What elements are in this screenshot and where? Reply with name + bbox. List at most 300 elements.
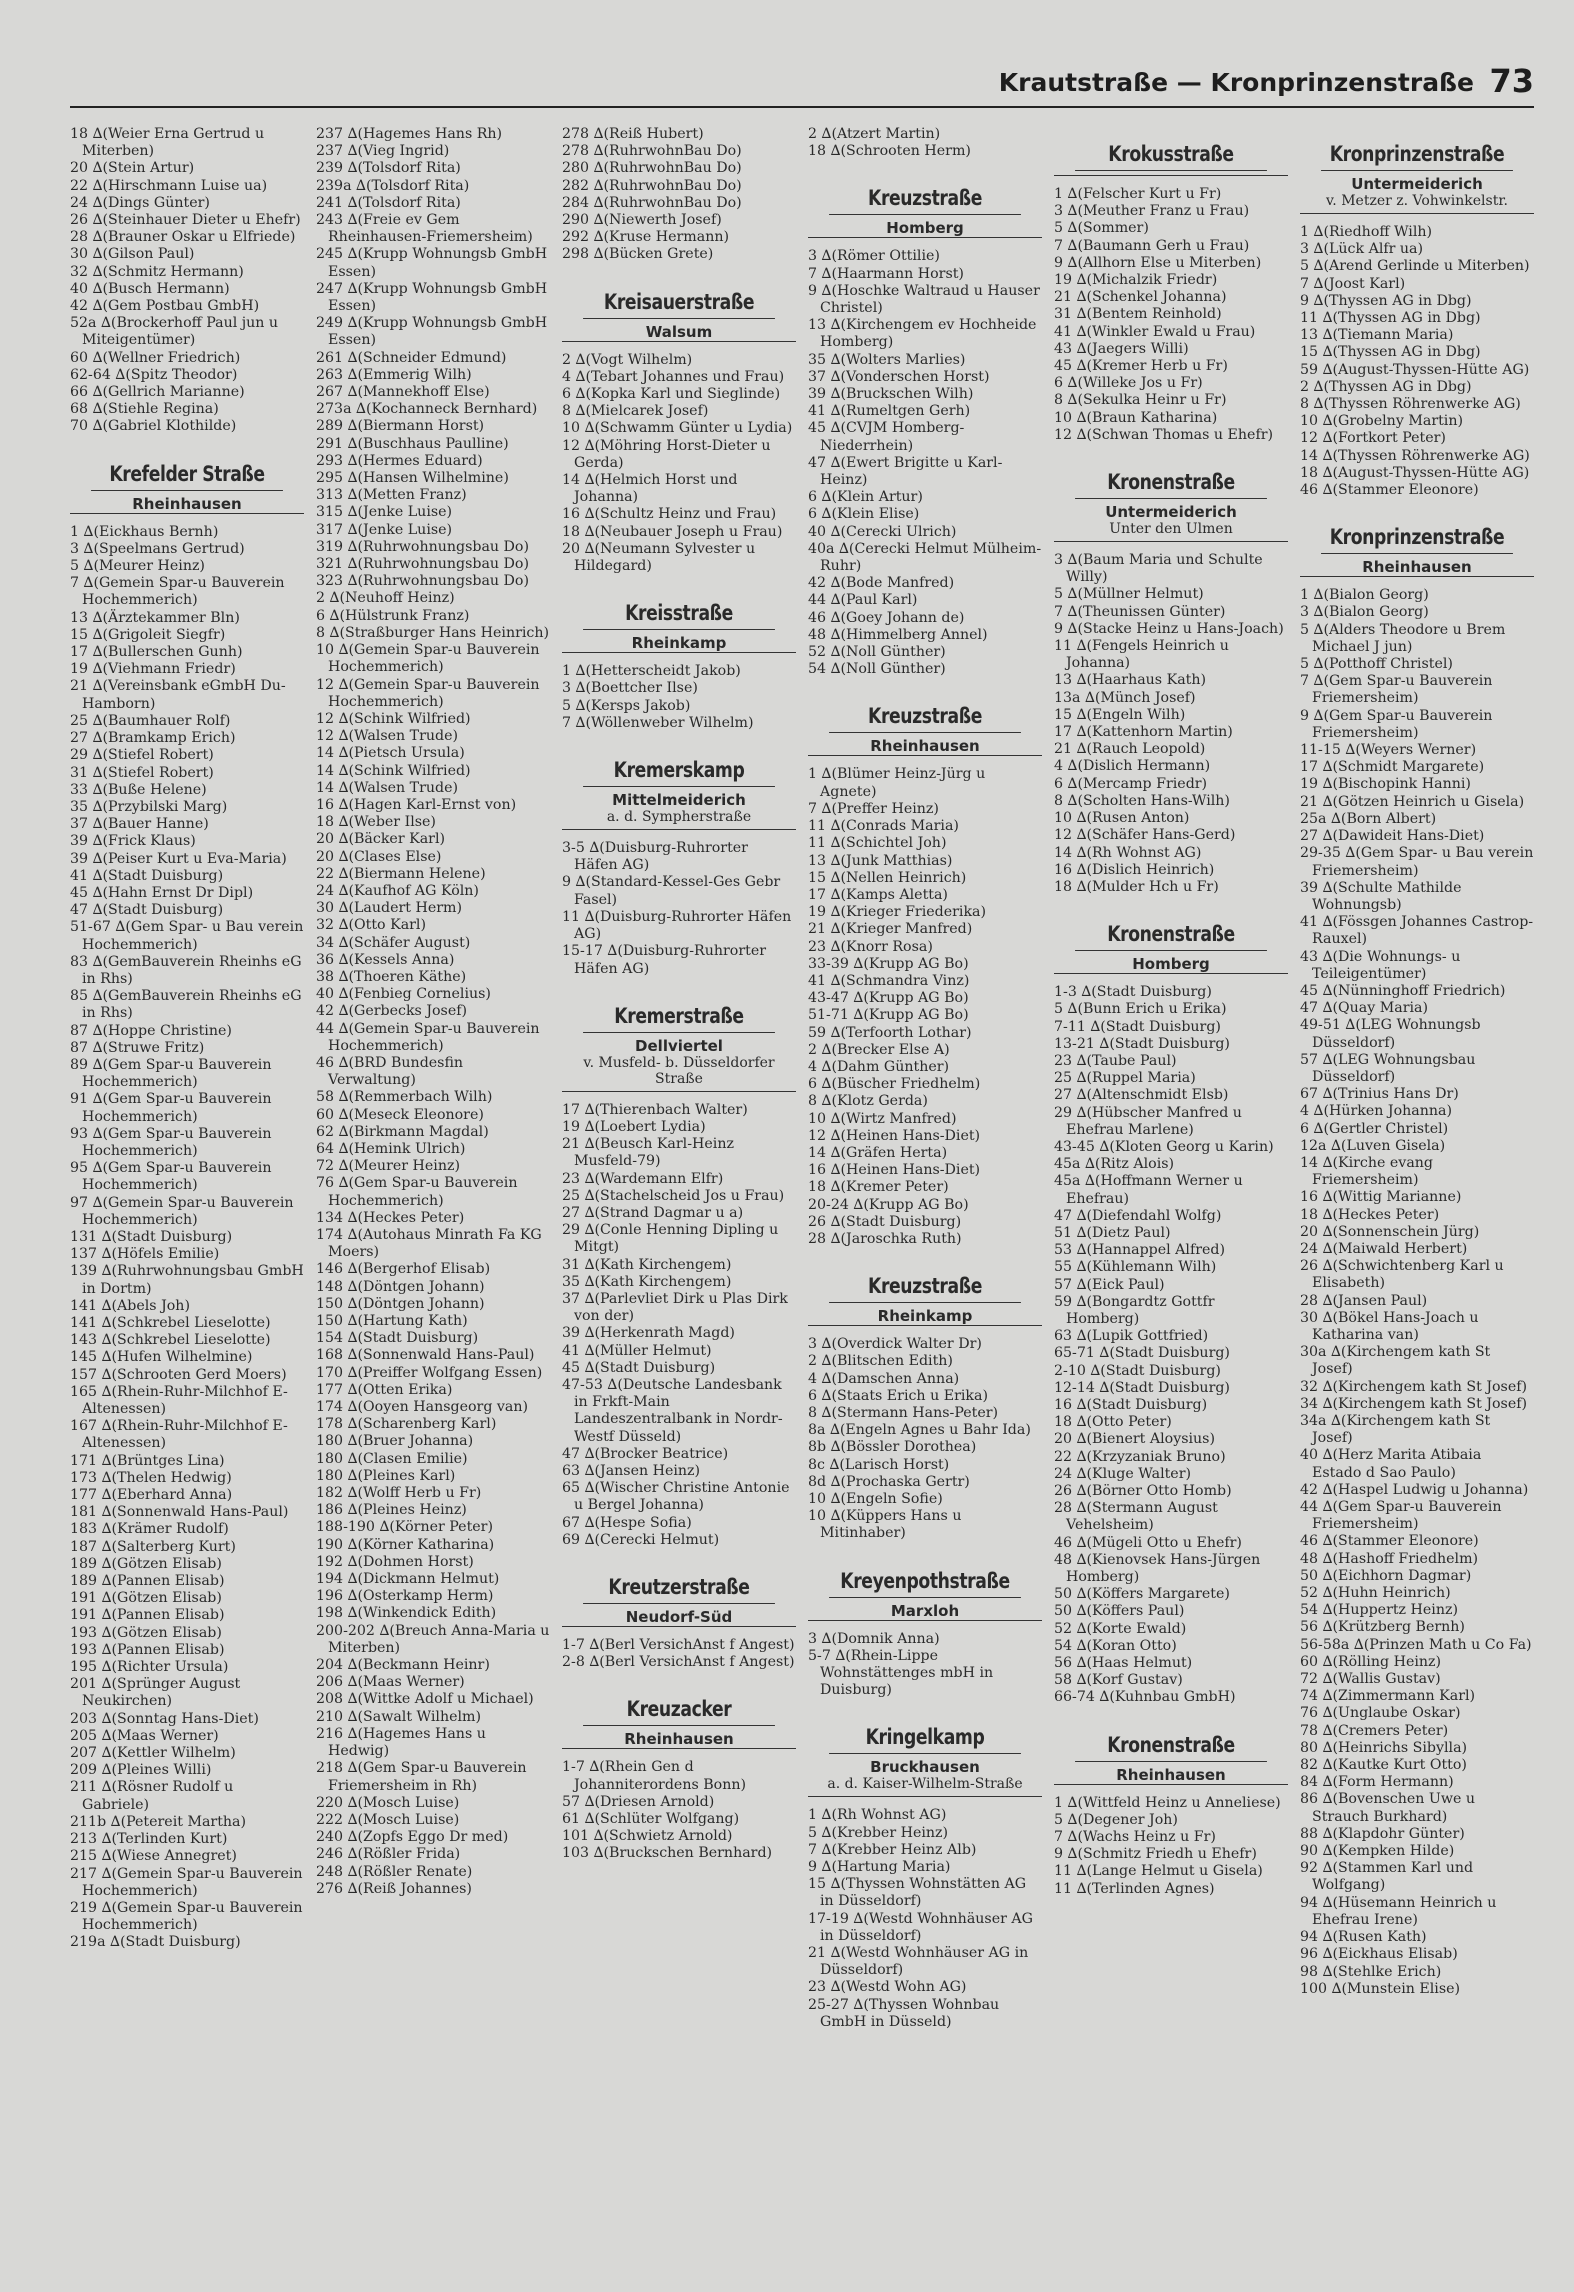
resident-entry: 7 ∆(Gemein Spar-u Bauverein Hochemmerich) — [70, 575, 285, 609]
resident-entry: 82 ∆(Kautke Kurt Otto) — [1300, 1757, 1467, 1774]
divider — [1300, 213, 1534, 214]
resident-entry: 30 ∆(Bökel Hans-Joach u Katharina van) — [1300, 1309, 1479, 1343]
resident-entry: 188-190 ∆(Körner Peter) — [316, 1519, 493, 1536]
resident-entry: 47-53 ∆(Deutsche Landesbank in Frkft-Main Landeszentralbank in Nordr-Westf Düsseld) — [562, 1376, 783, 1445]
resident-entry: 273a ∆(Kochanneck Bernhard) — [316, 401, 538, 418]
resident-entry: 323 ∆(Ruhrwohnungsbau Do) — [316, 573, 530, 590]
resident-entry: 22 ∆(Hirschmann Luise ua) — [70, 177, 268, 194]
resident-entry: 291 ∆(Buschhaus Paulline) — [316, 435, 509, 452]
street-section: Unter den Ulmen — [1109, 521, 1233, 538]
resident-entry: 45 ∆(Stadt Duisburg) — [562, 1359, 716, 1376]
resident-entry: 27 ∆(Dawideit Hans-Diet) — [1300, 828, 1485, 845]
resident-entry: 2 ∆(Brecker Else A) — [808, 1041, 950, 1058]
spacer — [1054, 444, 1288, 454]
resident-entry: 43 ∆(Jaegers Willi) — [1054, 340, 1189, 357]
resident-entry: 83 ∆(GemBauverein Rheinhs eG in Rhs) — [70, 953, 302, 987]
resident-entry: 204 ∆(Beckmann Heinr) — [316, 1657, 490, 1674]
resident-entry: 182 ∆(Wolff Herb u Fr) — [316, 1485, 482, 1502]
resident-entry: 6 ∆(Hülstrunk Franz) — [316, 607, 470, 624]
resident-entry: 46 ∆(Mügeli Otto u Ehefr) — [1054, 1534, 1242, 1551]
resident-entry: 20 ∆(Bienert Aloysius) — [1054, 1431, 1216, 1448]
resident-entry: 7 ∆(Baumann Gerh u Frau) — [1054, 237, 1250, 254]
district-name: Neudorf-Süd — [625, 1607, 733, 1626]
resident-entry: 150 ∆(Hartung Kath) — [316, 1313, 468, 1330]
resident-entry: 59 ∆(August-Thyssen-Hütte AG) — [1300, 361, 1530, 378]
district-name: Dellviertel — [635, 1036, 723, 1055]
resident-entry: 35 ∆(Przybilski Marg) — [70, 798, 228, 815]
resident-entry: 237 ∆(Vieg Ingrid) — [316, 143, 450, 160]
resident-entry: 46 ∆(Stammer Eleonore) — [1300, 482, 1479, 499]
resident-entry: 37 ∆(Vonderschen Horst) — [808, 368, 990, 385]
street-heading — [1300, 142, 1534, 214]
resident-entry: 52 ∆(Noll Günther) — [808, 644, 946, 661]
resident-entry: 80 ∆(Heinrichs Sibylla) — [1300, 1739, 1468, 1756]
resident-entry: 47 ∆(Ewert Brigitte u Karl-Heinz) — [808, 454, 1003, 489]
resident-entry: 14 ∆(Helmich Horst und Johanna) — [562, 472, 738, 506]
directory-column — [808, 126, 1042, 2276]
resident-entry: 16 ∆(Schultz Heinz und Frau) — [562, 506, 777, 523]
resident-entry: 8 ∆(Mielcarek Josef) — [562, 403, 709, 420]
resident-entry: 30a ∆(Kirchengem kath St Josef) — [1300, 1344, 1491, 1378]
district-name: Mittelmeiderich — [612, 791, 746, 810]
divider — [1054, 541, 1288, 542]
resident-entry: 319 ∆(Ruhrwohnungsbau Do) — [316, 538, 530, 555]
resident-entry: 189 ∆(Pannen Elisab) — [70, 1573, 225, 1590]
street-section: a. d. Kaiser-Wilhelm-Straße — [827, 1776, 1023, 1793]
resident-entry: 101 ∆(Schwietz Arnold) — [562, 1828, 733, 1845]
resident-entry: 44 ∆(Gem Spar-u Bauverein Friemersheim) — [1300, 1499, 1502, 1533]
district-name: Rheinhausen — [624, 1730, 734, 1749]
resident-entry: 92 ∆(Stammen Karl und Wolfgang) — [1300, 1860, 1474, 1894]
resident-entry: 293 ∆(Hermes Eduard) — [316, 452, 483, 469]
resident-entry: 60 ∆(Rölling Heinz) — [1300, 1653, 1442, 1670]
resident-entry: 177 ∆(Otten Erika) — [316, 1381, 453, 1398]
street-name: Kremerstraße — [583, 1004, 775, 1033]
resident-entry: 210 ∆(Sawalt Wilhelm) — [316, 1708, 482, 1725]
street-section: v. Musfeld- b. Düsseldorfer Straße — [583, 1054, 775, 1087]
resident-entry: 10 ∆(Gemein Spar-u Bauverein Hochemmerich) — [316, 642, 540, 676]
street-heading — [808, 186, 1042, 238]
resident-entry: 20 ∆(Bäcker Karl) — [316, 831, 446, 848]
resident-entry: 9 ∆(Allhorn Else u Miterben) — [1054, 254, 1262, 271]
resident-entry: 23 ∆(Wardemann Elfr) — [562, 1170, 724, 1187]
resident-entry: 11-15 ∆(Weyers Werner) — [1300, 742, 1477, 759]
resident-entry: 17 ∆(Thierenbach Walter) — [562, 1101, 748, 1118]
divider — [562, 341, 796, 342]
spacer — [1054, 1707, 1288, 1717]
resident-entry: 6 ∆(Klein Elise) — [808, 506, 920, 523]
resident-entry: 10 ∆(Braun Katharina) — [1054, 409, 1218, 426]
resident-entry: 54 ∆(Koran Otto) — [1054, 1637, 1177, 1654]
resident-entry: 54 ∆(Noll Günther) — [808, 661, 946, 678]
resident-entry: 8 ∆(Sekulka Heinr u Fr) — [1054, 392, 1227, 409]
spacer — [562, 575, 796, 585]
page-number: 73 — [1489, 62, 1534, 100]
resident-entry: 2 ∆(Neuhoff Heinz) — [316, 590, 455, 607]
district-name: Bruckhausen — [870, 1758, 980, 1777]
resident-entry: 180 ∆(Pleines Karl) — [316, 1467, 456, 1484]
resident-entry: 8c ∆(Larisch Horst) — [808, 1456, 950, 1473]
resident-entry: 46 ∆(BRD Bundesfin Verwaltung) — [316, 1054, 464, 1089]
resident-entry: 35 ∆(Wolters Marlies) — [808, 351, 966, 368]
street-heading — [808, 704, 1042, 756]
resident-entry: 1-3 ∆(Stadt Duisburg) — [1054, 984, 1212, 1001]
resident-entry: 39 ∆(Schulte Mathilde Wohnungsb) — [1300, 879, 1462, 913]
resident-entry: 10 ∆(Grobelny Martin) — [1300, 413, 1464, 430]
resident-entry: 280 ∆(RuhrwohnBau Do) — [562, 160, 742, 177]
resident-entry: 5-7 ∆(Rhein-Lippe Wohnstättenges mbH in Duisburg) — [808, 1647, 994, 1699]
resident-entry: 17-19 ∆(Westd Wohnhäuser AG in Düsseldorf) — [808, 1910, 1033, 1944]
directory-column — [316, 126, 550, 2276]
resident-entry: 216 ∆(Hagemes Hans u Hedwig) — [316, 1725, 486, 1760]
resident-entry: 16 ∆(Heinen Hans-Diet) — [808, 1162, 981, 1179]
district-name: Untermeiderich — [1351, 175, 1483, 193]
street-name: Kreisstraße — [583, 601, 775, 630]
resident-entry: 40a ∆(Cerecki Helmut Mülheim-Ruhr) — [808, 540, 1042, 575]
street-heading — [1300, 525, 1534, 577]
resident-entry: 13 ∆(Ärztekammer Bln) — [70, 609, 240, 626]
resident-entry: 20 ∆(Stein Artur) — [70, 160, 195, 177]
resident-entry: 90 ∆(Kempken Hilde) — [1300, 1843, 1455, 1860]
resident-entry: 5 ∆(Kersps Jakob) — [562, 697, 691, 714]
resident-entry: 12 ∆(Schink Wilfried) — [316, 710, 471, 727]
resident-entry: 13 ∆(Haarhaus Kath) — [1054, 672, 1207, 689]
resident-entry: 217 ∆(Gemein Spar-u Bauverein Hochemmerich) — [70, 1865, 303, 1899]
resident-entry: 1 ∆(Wittfeld Heinz u Anneliese) — [1054, 1794, 1281, 1811]
resident-entry: 17 ∆(Schmidt Margarete) — [1300, 759, 1485, 776]
resident-entry: 206 ∆(Maas Werner) — [316, 1674, 465, 1691]
resident-entry: 180 ∆(Clasen Emilie) — [316, 1450, 468, 1467]
resident-entry: 1 ∆(Rh Wohnst AG) — [808, 1807, 947, 1824]
resident-entry: 28 ∆(Brauner Oskar u Elfriede) — [70, 229, 296, 246]
resident-entry: 51 ∆(Dietz Paul) — [1054, 1224, 1171, 1241]
resident-entry: 25 ∆(Baumhauer Rolf) — [70, 712, 231, 729]
resident-entry: 9 ∆(Gem Spar-u Bauverein Friemersheim) — [1300, 707, 1493, 741]
resident-entry: 14 ∆(Thyssen Röhrenwerke AG) — [1300, 447, 1530, 464]
resident-entry: 13-21 ∆(Stadt Duisburg) — [1054, 1035, 1230, 1052]
resident-entry: 40 ∆(Busch Hermann) — [70, 280, 230, 297]
resident-entry: 8 ∆(Klotz Gerda) — [808, 1093, 928, 1110]
resident-entry: 14 ∆(Gräfen Herta) — [808, 1144, 948, 1161]
resident-entry: 93 ∆(Gem Spar-u Bauverein Hochemmerich) — [70, 1125, 272, 1159]
resident-entry: 168 ∆(Sonnenwald Hans-Paul) — [316, 1347, 535, 1364]
resident-entry: 28 ∆(Jansen Paul) — [1300, 1292, 1428, 1309]
resident-entry: 14 ∆(Walsen Trude) — [316, 779, 459, 796]
resident-entry: 3 ∆(Overdick Walter Dr) — [808, 1336, 982, 1353]
resident-entry: 45a ∆(Ritz Alois) — [1054, 1156, 1175, 1173]
divider — [562, 1626, 796, 1627]
resident-entry: 190 ∆(Körner Katharina) — [316, 1536, 495, 1553]
resident-entry: 134 ∆(Heckes Peter) — [316, 1209, 465, 1226]
resident-entry: 23 ∆(Taube Paul) — [1054, 1052, 1177, 1069]
resident-entry: 195 ∆(Richter Ursula) — [70, 1659, 229, 1676]
street-name: Kreuzacker — [583, 1697, 775, 1726]
street-name: Kreuzstraße — [829, 186, 1021, 215]
resident-entry: 3 ∆(Baum Maria und Schulte Willy) — [1054, 552, 1263, 586]
street-name: Kringelkamp — [829, 1725, 1021, 1754]
resident-entry: 56-58a ∆(Prinzen Math u Co Fa) — [1300, 1636, 1532, 1653]
resident-entry: 193 ∆(Götzen Elisab) — [70, 1624, 222, 1641]
resident-entry: 11 ∆(Lange Helmut u Gisela) — [1054, 1863, 1263, 1880]
district-name: Walsum — [645, 322, 713, 341]
resident-entry: 141 ∆(Abels Joh) — [70, 1297, 190, 1314]
resident-entry: 7 ∆(Krebber Heinz Alb) — [808, 1841, 977, 1858]
resident-entry: 181 ∆(Sonnenwald Hans-Paul) — [70, 1504, 289, 1521]
resident-entry: 59 ∆(Terfoorth Lothar) — [808, 1024, 972, 1041]
resident-entry: 165 ∆(Rhein-Ruhr-Milchhof E-Altenessen) — [70, 1383, 288, 1418]
resident-entry: 63 ∆(Jansen Heinz) — [562, 1462, 701, 1479]
resident-entry: 18 ∆(Weber Ilse) — [316, 814, 436, 831]
resident-entry: 3 ∆(Meuther Franz u Frau) — [1054, 203, 1250, 220]
divider — [808, 1620, 1042, 1621]
resident-entry: 171 ∆(Brüntges Lina) — [70, 1452, 225, 1469]
resident-entry: 143 ∆(Schkrebel Lieselotte) — [70, 1332, 271, 1349]
directory-column — [1300, 126, 1534, 2276]
resident-entry: 261 ∆(Schneider Edmund) — [316, 349, 507, 366]
resident-entry: 84 ∆(Form Hermann) — [1300, 1774, 1454, 1791]
resident-entry: 3 ∆(Römer Ottilie) — [808, 248, 940, 265]
resident-entry: 98 ∆(Stehlke Erich) — [1300, 1963, 1442, 1980]
resident-entry: 20 ∆(Neumann Sylvester u Hildegard) — [562, 540, 756, 575]
resident-entry: 31 ∆(Bentem Reinhold) — [1054, 306, 1222, 323]
resident-entry: 213 ∆(Terlinden Kurt) — [70, 1831, 228, 1848]
spacer — [808, 1248, 1042, 1258]
resident-entry: 245 ∆(Krupp Wohnungsb GmbH Essen) — [316, 246, 548, 280]
street-name: Kreutzerstraße — [583, 1575, 775, 1604]
resident-entry: 22 ∆(Biermann Helene) — [316, 865, 486, 882]
resident-entry: 5 ∆(Alders Theodore u Brem Michael J jun) — [1300, 621, 1506, 655]
resident-entry: 7 ∆(Haarmann Horst) — [808, 265, 964, 282]
resident-entry: 211b ∆(Petereit Martha) — [70, 1813, 247, 1830]
directory-column — [562, 126, 796, 2276]
resident-entry: 8 ∆(Stermann Hans-Peter) — [808, 1404, 999, 1421]
resident-entry: 10 ∆(Wirtz Manfred) — [808, 1110, 957, 1127]
resident-entry: 209 ∆(Pleines Willi) — [70, 1762, 212, 1779]
resident-entry: 26 ∆(Stadt Duisburg) — [808, 1213, 962, 1230]
divider — [70, 513, 304, 514]
divider — [562, 652, 796, 653]
street-heading — [562, 290, 796, 342]
resident-entry: 243 ∆(Freie ev Gem Rheinhausen-Friemersheim) — [316, 212, 533, 246]
resident-entry: 67 ∆(Hespe Sofia) — [562, 1514, 692, 1531]
resident-entry: 56 ∆(Haas Helmut) — [1054, 1655, 1193, 1672]
resident-entry: 52 ∆(Korte Ewald) — [1054, 1620, 1187, 1637]
resident-entry: 34a ∆(Kirchengem kath St Josef) — [1300, 1413, 1491, 1447]
resident-entry: 292 ∆(Kruse Hermann) — [562, 229, 730, 246]
resident-entry: 50 ∆(Eichhorn Dagmar) — [1300, 1567, 1472, 1584]
resident-entry: 18 ∆(Neubauer Joseph u Frau) — [562, 523, 783, 540]
resident-entry: 40 ∆(Fenbieg Cornelius) — [316, 986, 491, 1003]
resident-entry: 219a ∆(Stadt Duisburg) — [70, 1934, 241, 1951]
resident-entry: 239a ∆(Tolsdorf Rita) — [316, 177, 470, 194]
spacer — [562, 978, 796, 988]
resident-entry: 78 ∆(Cremers Peter) — [1300, 1722, 1449, 1739]
resident-entry: 5 ∆(Sommer) — [1054, 220, 1149, 237]
resident-entry: 10 ∆(Rusen Anton) — [1054, 810, 1190, 827]
resident-entry: 94 ∆(Rusen Kath) — [1300, 1929, 1427, 1946]
resident-entry: 7 ∆(Theunissen Günter) — [1054, 603, 1226, 620]
resident-entry: 18 ∆(Heckes Peter) — [1300, 1206, 1440, 1223]
resident-entry: 11 ∆(Thyssen AG in Dbg) — [1300, 310, 1481, 327]
resident-entry: 32 ∆(Kirchengem kath St Josef) — [1300, 1378, 1528, 1395]
resident-entry: 1 ∆(Bialon Georg) — [1300, 587, 1429, 604]
resident-entry: 205 ∆(Maas Werner) — [70, 1727, 219, 1744]
resident-entry: 13 ∆(Tiemann Maria) — [1300, 327, 1454, 344]
resident-entry: 62 ∆(Birkmann Magdal) — [316, 1123, 489, 1140]
resident-entry: 33 ∆(Buße Helene) — [70, 781, 207, 798]
resident-entry: 69 ∆(Cerecki Helmut) — [562, 1531, 720, 1548]
resident-entry: 28 ∆(Stermann August Vehelsheim) — [1054, 1500, 1218, 1534]
resident-entry: 7 ∆(Wachs Heinz u Fr) — [1054, 1829, 1216, 1846]
resident-entry: 72 ∆(Meurer Heinz) — [316, 1158, 460, 1175]
resident-entry: 18 ∆(Schrooten Herm) — [808, 143, 971, 160]
resident-entry: 278 ∆(RuhrwohnBau Do) — [562, 143, 742, 160]
spacer — [562, 264, 796, 274]
resident-entry: 203 ∆(Sonntag Hans-Diet) — [70, 1710, 259, 1727]
resident-entry: 12-14 ∆(Stadt Duisburg) — [1054, 1379, 1230, 1396]
directory-column — [1054, 126, 1288, 2276]
resident-entry: 43 ∆(Die Wohnungs- u Teileigentümer) — [1300, 948, 1461, 982]
resident-entry: 33-39 ∆(Krupp AG Bo) — [808, 955, 969, 972]
resident-entry: 34 ∆(Schäfer August) — [316, 934, 471, 951]
resident-entry: 21 ∆(Rauch Leopold) — [1054, 741, 1206, 758]
resident-entry: 222 ∆(Mosch Luise) — [316, 1811, 460, 1828]
resident-entry: 12 ∆(Schäfer Hans-Gerd) — [1054, 827, 1236, 844]
street-name: Krokusstraße — [1075, 142, 1267, 171]
spacer — [316, 1898, 550, 1908]
resident-entry: 21 ∆(Westd Wohnhäuser AG in Düsseldorf) — [808, 1945, 1029, 1979]
resident-entry: 47 ∆(Diefendahl Wolfg) — [1054, 1207, 1222, 1224]
spacer — [808, 1699, 1042, 1709]
resident-entry: 173 ∆(Thelen Hedwig) — [70, 1469, 232, 1486]
district-name: Rheinkamp — [631, 634, 727, 653]
resident-entry: 25a ∆(Born Albert) — [1300, 810, 1437, 827]
resident-entry: 95 ∆(Gem Spar-u Bauverein Hochemmerich) — [70, 1160, 272, 1194]
resident-entry: 16 ∆(Wittig Marianne) — [1300, 1189, 1462, 1206]
resident-entry: 7 ∆(Wöllenweber Wilhelm) — [562, 714, 754, 731]
resident-entry: 200-202 ∆(Breuch Anna-Maria u Miterben) — [316, 1622, 550, 1656]
resident-entry: 41 ∆(Schmandra Vinz) — [808, 972, 970, 989]
resident-entry: 219 ∆(Gemein Spar-u Bauverein Hochemmerich) — [70, 1899, 303, 1934]
resident-entry: 89 ∆(Gem Spar-u Bauverein Hochemmerich) — [70, 1056, 272, 1091]
spacer — [808, 1543, 1042, 1553]
street-heading — [562, 1004, 796, 1092]
street-section: v. Metzer z. Vohwinkelstr. — [1326, 193, 1508, 209]
resident-entry: 19 ∆(Bischopink Hanni) — [1300, 776, 1471, 793]
street-name: Kronenstraße — [1075, 922, 1267, 951]
resident-entry: 18 ∆(August-Thyssen-Hütte AG) — [1300, 464, 1530, 481]
street-name: Kronprinzenstraße — [1321, 525, 1513, 554]
street-heading — [1054, 922, 1288, 974]
resident-entry: 11 ∆(Schichtel Joh) — [808, 835, 947, 852]
resident-entry: 4 ∆(Damschen Anna) — [808, 1370, 960, 1387]
district-name: Rheinhausen — [870, 737, 980, 756]
resident-entry: 3 ∆(Domnik Anna) — [808, 1630, 940, 1647]
resident-entry: 58 ∆(Korf Gustav) — [1054, 1672, 1183, 1689]
resident-entry: 13 ∆(Kirchengem ev Hochheide Homberg) — [808, 317, 1037, 351]
resident-entry: 13a ∆(Münch Josef) — [1054, 689, 1196, 706]
resident-entry: 76 ∆(Gem Spar-u Bauverein Hochemmerich) — [316, 1175, 518, 1209]
spacer — [808, 678, 1042, 688]
resident-entry: 45 ∆(Kremer Herb u Fr) — [1054, 358, 1228, 375]
resident-entry: 6 ∆(Mercamp Friedr) — [1054, 775, 1208, 792]
resident-entry: 61 ∆(Schlüter Wolfgang) — [562, 1811, 740, 1827]
resident-entry: 11 ∆(Terlinden Agnes) — [1054, 1880, 1215, 1897]
resident-entry: 23 ∆(Knorr Rosa) — [808, 938, 933, 955]
resident-entry: 8b ∆(Bössler Dorothea) — [808, 1439, 977, 1456]
resident-entry: 19 ∆(Viehmann Friedr) — [70, 661, 236, 678]
resident-entry: 48 ∆(Himmelberg Annel) — [808, 626, 988, 643]
resident-entry: 148 ∆(Döntgen Johann) — [316, 1278, 485, 1295]
resident-entry: 54 ∆(Huppertz Heinz) — [1300, 1602, 1458, 1619]
street-heading — [1054, 142, 1288, 176]
resident-entry: 2-10 ∆(Stadt Duisburg) — [1054, 1362, 1221, 1379]
resident-entry: 5 ∆(Krebber Heinz) — [808, 1824, 949, 1841]
resident-entry: 67 ∆(Trinius Hans Dr) — [1300, 1086, 1459, 1103]
resident-entry: 32 ∆(Otto Karl) — [316, 917, 427, 934]
resident-entry: 10 ∆(Engeln Sofie) — [808, 1491, 943, 1507]
resident-entry: 177 ∆(Eberhard Anna) — [70, 1487, 233, 1504]
resident-entry: 9 ∆(Hoschke Waltraud u Hauser Christel) — [808, 282, 1040, 317]
resident-entry: 6 ∆(Klein Artur) — [808, 489, 923, 506]
resident-entry: 34 ∆(Kirchengem kath St Josef) — [1300, 1395, 1528, 1412]
street-heading — [562, 1575, 796, 1627]
resident-entry: 43-45 ∆(Kloten Georg u Karin) — [1054, 1138, 1274, 1155]
resident-entry: 14 ∆(Rh Wohnst AG) — [1054, 844, 1202, 861]
resident-entry: 21 ∆(Götzen Heinrich u Gisela) — [1300, 793, 1525, 810]
resident-entry: 186 ∆(Pleines Heinz) — [316, 1502, 467, 1519]
resident-entry: 198 ∆(Winkendick Edith) — [316, 1605, 497, 1622]
resident-entry: 4 ∆(Dislich Hermann) — [1054, 758, 1211, 775]
resident-entry: 42 ∆(Gem Postbau GmbH) — [70, 298, 260, 315]
resident-entry: 36 ∆(Kessels Anna) — [316, 951, 455, 968]
spacer — [1054, 1898, 1288, 1908]
street-heading — [562, 601, 796, 653]
resident-entry: 39 ∆(Frick Klaus) — [70, 833, 196, 850]
resident-entry: 239 ∆(Tolsdorf Rita) — [316, 160, 461, 177]
resident-entry: 131 ∆(Stadt Duisburg) — [70, 1228, 233, 1245]
resident-entry: 6 ∆(Willeke Jos u Fr) — [1054, 375, 1203, 392]
street-name: Kremerskamp — [583, 758, 775, 787]
divider — [808, 755, 1042, 756]
resident-entry: 65 ∆(Wischer Christine Antonie u Bergel Johanna) — [562, 1480, 790, 1514]
resident-entry: 191 ∆(Pannen Elisab) — [70, 1607, 225, 1624]
resident-entry: 39 ∆(Bruckschen Wilh) — [808, 386, 974, 403]
resident-entry: 43-47 ∆(Krupp AG Bo) — [808, 990, 969, 1007]
resident-entry: 12a ∆(Luven Gisela) — [1300, 1137, 1446, 1154]
resident-entry: 9 ∆(Schmitz Friedh u Ehefr) — [1054, 1846, 1257, 1863]
district-name: Rheinhausen — [1116, 1765, 1226, 1784]
resident-entry: 44 ∆(Paul Karl) — [808, 592, 918, 609]
street-name: Kronenstraße — [1075, 1733, 1267, 1762]
resident-entry: 15-17 ∆(Duisburg-Ruhrorter Häfen AG) — [562, 943, 767, 977]
resident-entry: 85 ∆(GemBauverein Rheinhs eG in Rhs) — [70, 988, 302, 1022]
resident-entry: 35 ∆(Kath Kirchengem) — [562, 1273, 732, 1290]
resident-entry: 14 ∆(Schink Wilfried) — [316, 762, 471, 779]
resident-entry: 1 ∆(Felscher Kurt u Fr) — [1054, 186, 1222, 202]
resident-entry: 8d ∆(Prochaska Gertr) — [808, 1473, 970, 1490]
street-section: a. d. Sympherstraße — [606, 809, 752, 826]
resident-entry: 17 ∆(Bullerschen Gunh) — [70, 644, 243, 661]
resident-entry: 12 ∆(Fortkort Peter) — [1300, 430, 1446, 447]
resident-entry: 23 ∆(Westd Wohn AG) — [808, 1979, 967, 1996]
street-heading — [1054, 1733, 1288, 1785]
divider — [562, 1748, 796, 1749]
resident-entry: 137 ∆(Höfels Emilie) — [70, 1246, 220, 1263]
resident-entry: 13 ∆(Junk Matthias) — [808, 852, 953, 869]
resident-entry: 10 ∆(Küppers Hans u Mitinhaber) — [808, 1508, 962, 1542]
resident-entry: 44 ∆(Gemein Spar-u Bauverein Hochemmerich) — [316, 1020, 540, 1054]
